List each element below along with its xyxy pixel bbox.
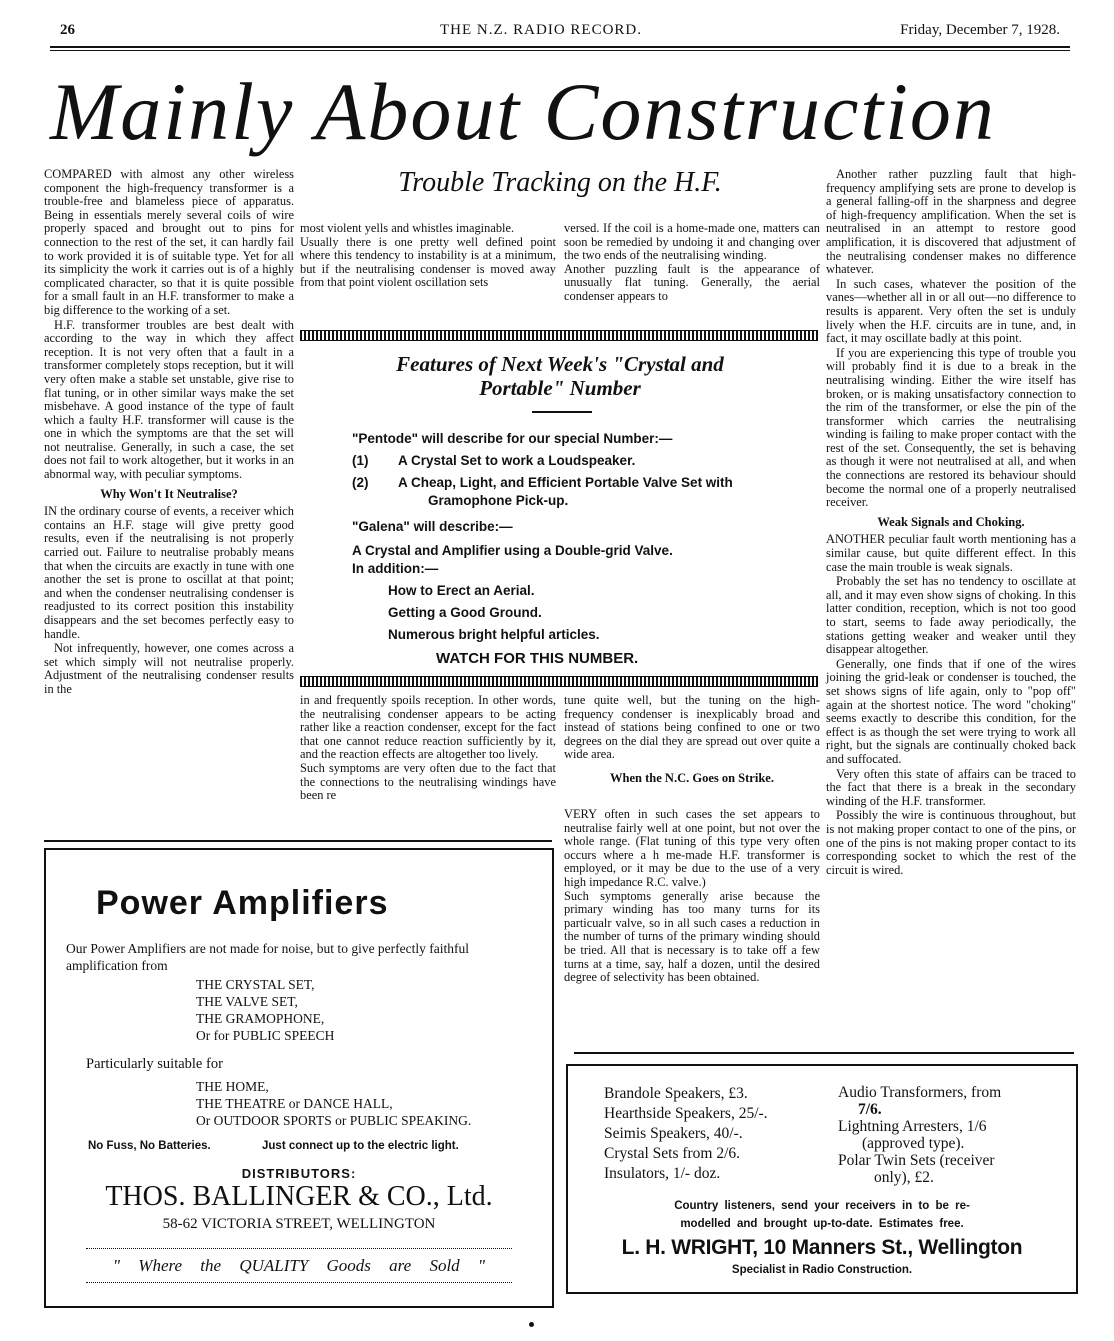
price-item: Polar Twin Sets (receiver <box>838 1152 995 1169</box>
price-item: 7/6. <box>858 1101 882 1118</box>
ad-list-2 <box>196 1078 546 1129</box>
ad-list-item: THE CRYSTAL SET, <box>196 977 315 992</box>
feature-item: How to Erect an Aerial. <box>388 583 535 598</box>
publication-name: THE N.Z. RADIO RECORD. <box>440 22 642 38</box>
features-title-line: Features of Next Week's "Crystal and <box>396 352 724 376</box>
col1-paragraph: IN the ordinary course of events, a receiver which contains an H.F. stage will give pretty good results, even if the neutralising is not properly carried out. Failure to neutralise probably means that when the circuits are exactly in tune with one another the set is prone to oscillat at that point; and when the condenser neutralising condenser is readjusted to its correct position this instability disappears and the set becomes perfectly easy to handle. <box>44 504 294 641</box>
header-rule-thin <box>50 50 1070 51</box>
features-list <box>352 430 822 668</box>
addition-label: In addition:— <box>352 561 439 576</box>
wright-country-2: modelled and brought up-to-date. Estimates free. <box>680 1218 964 1230</box>
wright-specialist: Specialist in Radio Construction. <box>731 1264 913 1276</box>
feature-item: A Crystal Set to work a Loudspeaker. <box>398 453 636 468</box>
ad-suitable: Particularly suitable for <box>86 1056 223 1072</box>
column-1 <box>44 168 294 698</box>
decorative-border-bottom <box>300 676 818 687</box>
ad-company: THOS. BALLINGER & CO., Ltd. <box>105 1181 493 1212</box>
price-item: only), £2. <box>874 1169 934 1186</box>
page-mark <box>529 1322 534 1327</box>
feature-item: Getting a Good Ground. <box>388 605 542 620</box>
col4-paragraph: If you are experiencing this type of trouble you will probably find it is due to a break in the neutralising winding. Either the wire itself has broken, or is making unsatisfactory connection to the rim of the transformer, or else the pin of the transformer which carries the neutralising winding is failing to make proper contact with the rest of the set. Consequently, the set is behaving as though it were not neutralised at all, and when the connections are restored its behaviour should become the normal one of a properly neutralised receiver. <box>826 345 1076 510</box>
col4-paragraph: Probably the set has no tendency to oscillate at all, and it may even show signs of choking. In this latter condition, reception, which is not too good to start, seems to fade away periodically, the stations getting weaker and weaker until they disappear altogether. <box>826 574 1076 657</box>
center-subheading: When the N.C. Goes on Strike. <box>610 770 774 785</box>
item-number: (1) <box>352 453 369 468</box>
issue-date: Friday, December 7, 1928. <box>900 22 1060 38</box>
center-col-b-top: versed. If the coil is a home-made one, matters can soon be remedied by undoing it and changing over the two ends of the neutralising winding. Another puzzling fault is the appearance of unusually flat tuning. Generally, the aerial condenser appears to <box>564 221 820 303</box>
page-number: 26 <box>60 22 75 38</box>
header-rule <box>50 46 1070 48</box>
col1-paragraph: H.F. transformer troubles are best dealt with according to the way in which they affect reception. It is not very often that a fault in a transformer completely stops reception, but it will very often make a stable set unstable, give rise to flat tuning, or in other similar ways make the set misbehave. A good instance of the type of fault which a faulty H.F. transformer will cause is the one in which the symptoms are that the set will not neutralise. Generally, in such a case, the set does not fail to work altogether, but it works in an abnormal way, with peculiar symptoms. <box>44 317 294 482</box>
col4-paragraph: ANOTHER peculiar fault worth mentioning has a similar cause, but quite different effect. In this case the main trouble is weak signals. <box>826 532 1076 574</box>
col4-paragraph: In such cases, whatever the position of the vanes—whether all in or all out—no difference to results is apparent. Very often the set is unduly lively when the H.F. circuits are in tune, and, in fact, it may oscillate badly at this point. <box>826 276 1076 346</box>
col1-subheading: Why Won't It Neutralise? <box>100 486 238 501</box>
ad-list-item: THE GRAMOPHONE, <box>196 1011 325 1026</box>
article-title: Trouble Tracking on the H.F. <box>398 167 722 198</box>
decorative-border-top <box>300 330 818 341</box>
ad-list-item: THE HOME, <box>196 1079 269 1094</box>
center-paragraph: tune quite well, but the tuning on the high-frequency condenser is inexplicably broad and instead of stations being confined to one or two degrees on the dial they are spread out over quite a wide area. <box>564 693 820 762</box>
feature-item: A Crystal and Amplifier using a Double-grid Valve. <box>352 543 673 558</box>
ad-intro: Our Power Amplifiers are not made for noise, but to give perfectly faithful amplification from <box>66 941 470 973</box>
features-title <box>300 352 820 400</box>
features-intro: "Pentode" will describe for our special Number:— <box>352 431 673 446</box>
price-item: Seimis Speakers, 40/-. <box>604 1125 743 1142</box>
price-item: Insulators, 1/- doz. <box>604 1165 721 1182</box>
col4-paragraph: Possibly the wire is continuous throughout, but is not making proper contact to one of the pins, or one of the pins is not making proper contact to its corresponding socket to which the rest of the circuit is wired. <box>826 808 1076 877</box>
ad-list-item: THE VALVE SET, <box>196 994 298 1009</box>
price-item: Lightning Arresters, 1/6 <box>838 1118 987 1135</box>
slogan-rule-bottom <box>86 1282 512 1283</box>
ad-slogan: " Where the QUALITY Goods are Sold " <box>112 1256 486 1275</box>
wright-price-list-2 <box>838 1084 1068 1186</box>
price-item: Brandole Speakers, £3. <box>604 1085 748 1102</box>
center-col-b-continued: VERY often in such cases the set appears to neutralise fairly well at one point, but not over the whole range. (Flat tuning of this type very often occurs where a h me-made H.F. transformer is employed, or it may be due to the use of a very high impedance R.C. valve.) Such symptoms generally arise because the primary winding has too many turns for its particualr valve, so in all such cases a reduction in the number of turns of the primary winding should be tried. All that is necessary is to take off a few turns at a time, say, half a dozen, until the desired degree of selectivity has been obtained. <box>564 807 820 985</box>
center-col-b-bottom <box>564 694 820 792</box>
power-amplifiers-ad <box>44 848 554 1308</box>
ad-nofuss: No Fuss, No Batteries. <box>88 1140 211 1152</box>
center-col-a-bottom: in and frequently spoils reception. In other words, the neutralising condenser appears to be acting rather like a reaction condenser, except for the fact that one cannot reduce reaction sufficiently by it, and the reaction effects are altogether too lively. Such symptoms are very often due to the fact that the connections to the neutralising windings have been re <box>300 693 556 803</box>
ad-distributors: DISTRIBUTORS: <box>241 1166 357 1181</box>
watch-notice: WATCH FOR THIS NUMBER. <box>436 650 639 667</box>
wright-name: L. H. WRIGHT, 10 Manners St., Wellington <box>621 1236 1023 1259</box>
ad-title: Power Amplifiers <box>96 884 389 922</box>
page-title: Mainly About Construction <box>50 66 996 157</box>
price-item: Hearthside Speakers, 25/-. <box>604 1105 768 1122</box>
price-item: (approved type). <box>862 1135 965 1152</box>
ad-address: 58-62 VICTORIA STREET, WELLINGTON <box>162 1216 436 1232</box>
slogan-rule-top <box>86 1248 512 1249</box>
item-number: (2) <box>352 475 369 490</box>
ad-connect: Just connect up to the electric light. <box>262 1140 459 1152</box>
col1-paragraph: Not infrequently, however, one comes across a set which simply will not neutralise properly. Adjustment of the neutralising condenser results in the <box>44 641 294 696</box>
wright-price-list <box>604 1084 834 1184</box>
ad-rule <box>44 840 552 842</box>
galena-intro: "Galena" will describe:— <box>352 519 513 534</box>
ad-list-1 <box>196 976 536 1044</box>
column-4 <box>826 168 1076 878</box>
ad-rule-right <box>574 1052 1074 1054</box>
price-item: Crystal Sets from 2/6. <box>604 1145 741 1162</box>
col4-paragraph: Very often this state of affairs can be traced to the fact that there is a break in the secondary winding of the H.F. transformer. <box>826 766 1076 808</box>
features-title-line: Portable" Number <box>479 376 641 400</box>
center-col-a-top: most violent yells and whistles imaginable. Usually there is one pretty well defined point where this tendency to instability is at a minimum, but if the neutralising condenser is moved away from that point violent oscillation sets <box>300 221 556 290</box>
wright-country: Country listeners, send your receivers in to be re- <box>674 1200 970 1212</box>
col1-paragraph: COMPARED with almost any other wireless component the high-frequency transformer is a trouble-free and blameless piece of apparatus. Being in essentials merely several coils of wire properly spaced and brought out to pins for connection to the rest of the set, it can hardly fail to work provided it is of suitable type. Yet for all its simplicity the work it carries out is of a highly complicated character, so that it is quite possible for a small fault in an H.F. transformer to make a big difference to the working of a set. <box>44 167 294 317</box>
ad-list-item: Or for PUBLIC SPEECH <box>196 1028 335 1043</box>
feature-item: A Cheap, Light, and Efficient Portable Valve Set with <box>398 475 733 490</box>
wright-ad <box>566 1064 1078 1294</box>
page-header <box>60 22 1060 44</box>
col4-paragraph: Generally, one finds that if one of the wires joining the grid-leak or condenser is touched, the set shows signs of life again, only to "pop off" again at the shortest notice. The word "choking" seems exactly to describe this condition, for the effect is as though the set were trying to work all right, but the signals are continually choked back and suffocated. <box>826 656 1076 766</box>
ad-list-item: THE THEATRE or DANCE HALL, <box>196 1096 393 1111</box>
feature-item-cont: Gramophone Pick-up. <box>428 493 569 508</box>
feature-item: Numerous bright helpful articles. <box>388 627 600 642</box>
price-item: Audio Transformers, from <box>838 1084 1002 1101</box>
col4-paragraph: Another rather puzzling fault that high-frequency amplifying sets are prone to develop is a general falling-off in the sharpness and degree of high-frequency amplification. When the set is neutralised in an attempt to restore good amplification, it is discovered that adjustment of the neutralising condenser makes no difference whatever. <box>826 167 1076 277</box>
col4-subheading: Weak Signals and Choking. <box>877 514 1025 529</box>
ad-list-item: Or OUTDOOR SPORTS or PUBLIC SPEAKING. <box>196 1113 472 1128</box>
features-divider <box>532 411 592 413</box>
